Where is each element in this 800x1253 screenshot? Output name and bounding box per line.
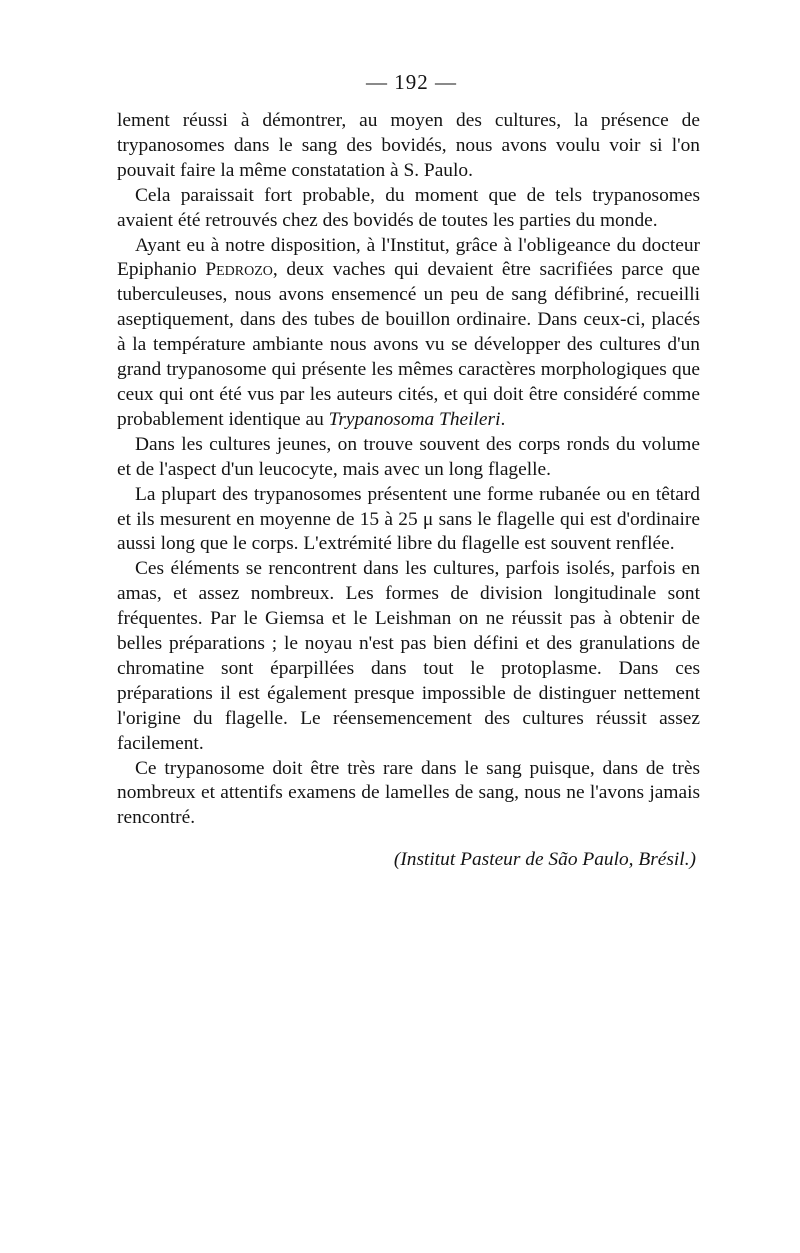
paragraph-6: Ces éléments se rencontrent dans les cultures, parfois isolés, parfois en amas, et assez nombreux. Les formes de division longitudinale sont fréquentes. Par le Giemsa et le Leishman on ne réussit pas à obtenir de belles préparations ; le noyau n'est pas bien défini et des granulations de chromatine sont éparpillées dans tout le protoplasme. Dans ces préparations il est également presque impossible de distinguer nettement l'origine du flagelle. Le réensemencement des cultures réussit assez facilement. bbox=[117, 558, 700, 754]
paragraph-3 bbox=[117, 234, 700, 433]
institution-signature: (Institut Pasteur de São Paulo, Brésil.) bbox=[393, 849, 696, 871]
paragraph-1: lement réussi à démontrer, au moyen des cultures, la présence de trypanosomes dans le sang des bovidés, nous avons voulu voir si l'on pouvait faire la même constatation à S. Paulo. bbox=[117, 110, 700, 181]
paragraph-3-text-start: Ayant eu à notre disposition, à l'Institut, grâce à l'obligeance du docteur Epiphanio bbox=[117, 234, 700, 281]
paragraph-5: La plupart des trypanosomes présentent une forme rubanée ou en têtard et ils mesurent en moyenne de 15 à 25 μ sans le flagelle qui est d'ordinaire aussi long que le corps. L'extrémité libre du flagelle est souvent renflée. bbox=[117, 483, 700, 555]
paragraph-3-text-end: . bbox=[500, 408, 506, 430]
paragraph-7: Ce trypanosome doit être très rare dans le sang puisque, dans de très nombreux et attentifs examens de lamelles de sang, nous ne l'avons jamais rencontré. bbox=[117, 757, 700, 829]
paragraph-3-text-middle: , deux vaches qui devaient être sacrifiées parce que tuberculeuses, nous avons ensemencé un peu de sang défibriné, recueilli aseptiquement, dans des tubes de bouillon ordinaire. Dans ceux-ci, placés à la température ambiante nous avons vu se développer des cultures d'un grand trypanosome qui présente les mêmes caractères morphologiques que ceux qui ont été vus par les auteurs cités, et qui doit être considéré comme probablement identique au bbox=[117, 259, 700, 430]
species-name: Trypanosoma Theileri bbox=[328, 408, 501, 430]
paragraph-4: Dans les cultures jeunes, on trouve souvent des corps ronds du volume et de l'aspect d'un leucocyte, mais avec un long flagelle. bbox=[117, 433, 700, 480]
page-number: — 192 — bbox=[366, 70, 457, 94]
paragraph-2: Cela paraissait fort probable, du moment que de tels trypanosomes avaient été retrouvés chez des bovidés de toutes les parties du monde. bbox=[117, 184, 700, 231]
page bbox=[117, 70, 700, 871]
body-text bbox=[117, 109, 700, 831]
author-name: Pedrozo bbox=[205, 259, 273, 281]
